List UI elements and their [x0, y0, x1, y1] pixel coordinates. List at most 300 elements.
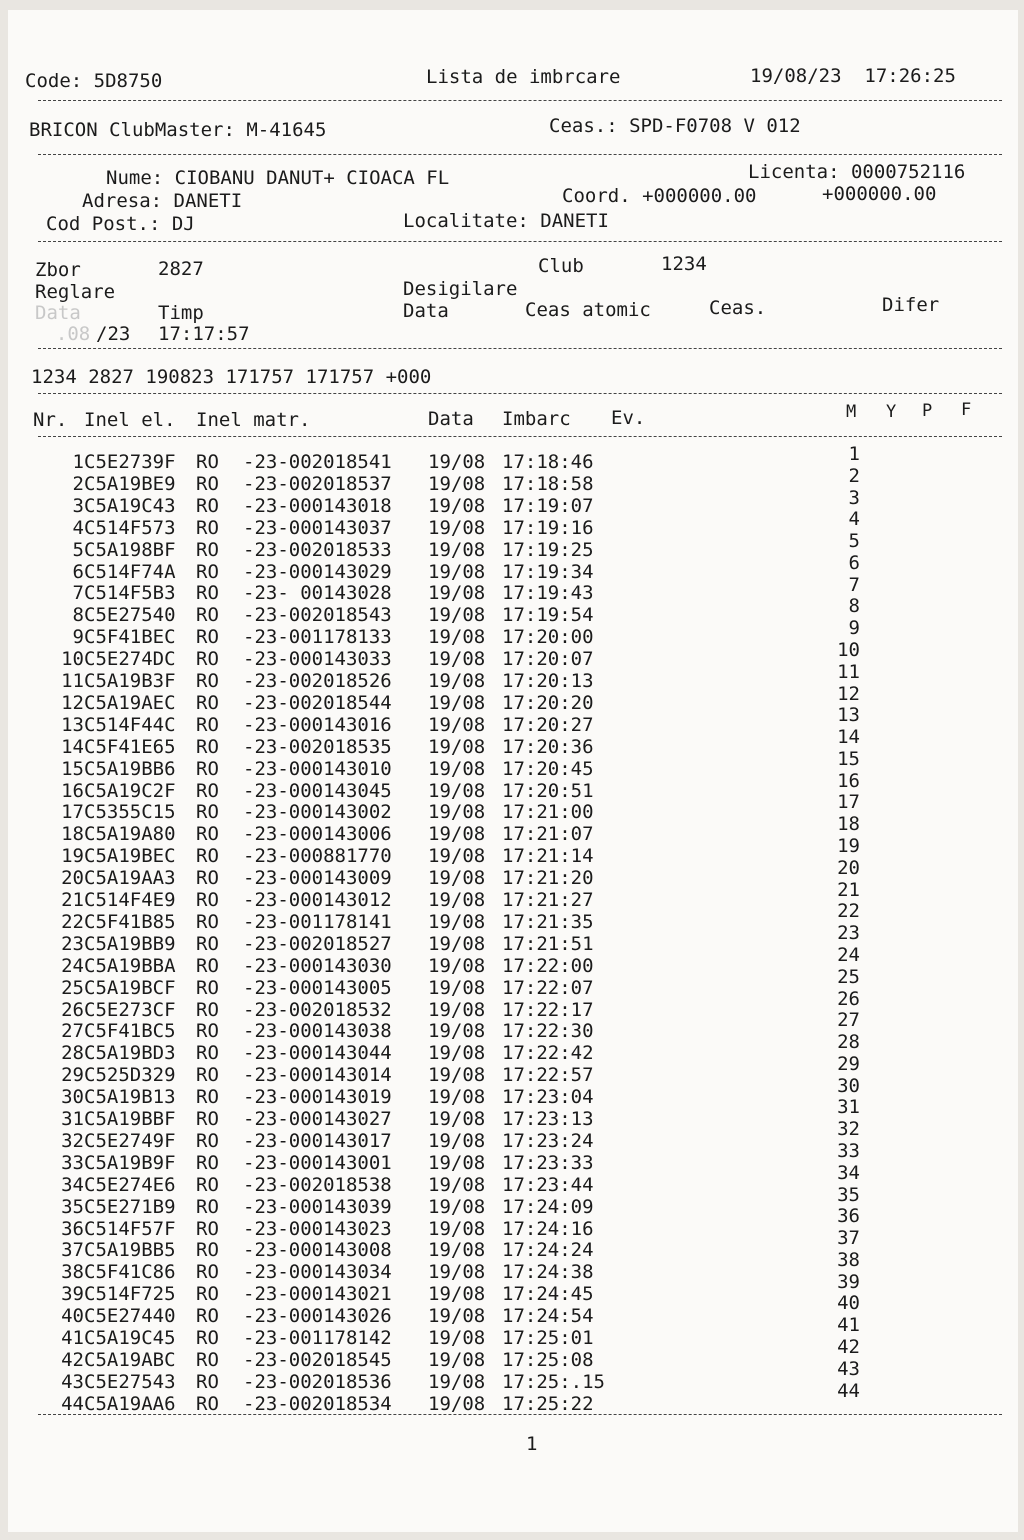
boarding-time: 17:21:07 — [502, 823, 594, 846]
row-number: 1 — [72, 451, 84, 473]
boarding-time: 17:20:13 — [502, 670, 594, 692]
boarding-time: 17:23:04 — [502, 1086, 594, 1109]
separator — [38, 436, 1002, 437]
ring-number: -23-000143023 — [243, 1217, 392, 1240]
boarding-date: 19/08 — [428, 976, 486, 999]
male-count: 1 — [848, 443, 860, 465]
boarding-date: 19/08 — [428, 1305, 486, 1328]
electronic-ring: C5A19BBF — [84, 1108, 176, 1130]
country-code: RO — [196, 494, 219, 517]
table-row — [8, 464, 1018, 495]
electronic-ring: C5A19AA6 — [84, 1392, 176, 1415]
electronic-ring: C514F44C — [84, 713, 176, 736]
row-number: 13 — [61, 713, 84, 736]
country-code: RO — [196, 1261, 219, 1284]
electronic-ring: C5E27440 — [84, 1305, 176, 1328]
electronic-ring: C525D329 — [84, 1064, 176, 1087]
boarding-time: 17:22:07 — [502, 976, 594, 999]
ring-number: -23-000143017 — [243, 1129, 392, 1152]
electronic-ring: C5A19BD3 — [84, 1042, 176, 1065]
row-number: 27 — [61, 1020, 84, 1043]
boarding-date: 19/08 — [428, 1042, 486, 1065]
boarding-date: 19/08 — [428, 889, 486, 911]
row-number: 40 — [61, 1305, 84, 1328]
row-number: 43 — [61, 1370, 84, 1393]
boarding-date: 19/08 — [428, 1195, 486, 1218]
boarding-time: 17:23:24 — [502, 1129, 594, 1152]
table-row — [8, 922, 1018, 955]
ring-number: -23-000143018 — [243, 494, 392, 517]
boarding-time: 17:20:07 — [502, 648, 594, 671]
boarding-date: 19/08 — [428, 1239, 486, 1262]
ring-number: -23-001178142 — [243, 1327, 392, 1349]
electronic-ring: C514F57F — [84, 1217, 176, 1240]
male-count: 19 — [837, 835, 860, 858]
row-number: 12 — [61, 691, 84, 714]
row-number: 2 — [72, 472, 84, 495]
ring-number: -23-002018543 — [243, 604, 392, 627]
ring-number: -23-002018527 — [243, 932, 392, 955]
table-row — [8, 726, 1018, 758]
boarding-time: 17:21:27 — [502, 889, 594, 911]
male-count: 37 — [837, 1227, 860, 1250]
country-code: RO — [196, 954, 219, 977]
male-count: 8 — [848, 595, 860, 618]
boarding-time: 17:22:57 — [502, 1064, 594, 1087]
ring-number: -23-000143014 — [243, 1064, 392, 1087]
column-header-electronic-ring: Inel el. — [84, 409, 176, 431]
electronic-ring: C5A198BF — [84, 538, 176, 561]
flight-number: 2827 — [158, 258, 204, 280]
boarding-date: 19/08 — [428, 1283, 486, 1306]
clubmaster-id: BRICON ClubMaster: M-41645 — [29, 119, 327, 141]
table-row — [8, 443, 1018, 473]
column-header-y: Y — [886, 402, 897, 422]
electronic-ring: C5F41B85 — [84, 910, 176, 933]
electronic-ring: C5E273CF — [84, 998, 176, 1021]
male-count: 42 — [837, 1335, 860, 1358]
electronic-ring: C5A19BBA — [84, 954, 176, 977]
boarding-date: 19/08 — [428, 713, 486, 736]
row-number: 10 — [61, 648, 84, 671]
table-row — [8, 530, 1018, 561]
row-number: 25 — [61, 976, 84, 999]
country-code: RO — [196, 757, 219, 780]
country-code: RO — [196, 1042, 219, 1065]
male-count: 16 — [837, 769, 860, 792]
country-code: RO — [196, 1370, 219, 1393]
country-code: RO — [196, 1392, 219, 1415]
boarding-date: 19/08 — [428, 1020, 486, 1043]
boarding-date: 19/08 — [428, 494, 486, 517]
boarding-time: 17:22:00 — [502, 954, 594, 977]
page-number: 1 — [526, 1433, 538, 1455]
country-code: RO — [196, 976, 219, 999]
ring-number: -23-002018537 — [243, 472, 392, 495]
male-count: 24 — [837, 943, 860, 966]
boarding-date: 19/08 — [428, 1086, 486, 1109]
boarding-time: 17:21:14 — [502, 845, 594, 868]
table-row — [8, 639, 1018, 671]
male-count: 38 — [837, 1248, 860, 1271]
setting-date-label: Data — [35, 302, 81, 324]
boarding-time: 17:24:16 — [502, 1217, 594, 1240]
male-count: 5 — [848, 530, 860, 553]
ring-number: -23-002018541 — [243, 451, 392, 473]
electronic-ring: C5355C15 — [84, 801, 176, 824]
row-number: 19 — [61, 845, 84, 868]
boarding-date: 19/08 — [428, 801, 486, 824]
country-code: RO — [196, 451, 219, 473]
setting-time: 17:17:57 — [158, 323, 250, 345]
country-code: RO — [196, 823, 219, 846]
ring-number: -23-000143029 — [243, 560, 392, 583]
boarding-date: 19/08 — [428, 604, 486, 627]
electronic-ring: C5A19BE9 — [84, 472, 176, 495]
owner-address: Adresa: DANETI — [82, 190, 243, 212]
country-code: RO — [196, 1195, 219, 1218]
row-number: 16 — [61, 779, 84, 802]
boarding-time: 17:25:22 — [502, 1392, 594, 1415]
electronic-ring: C5A19BB9 — [84, 932, 176, 955]
male-count: 20 — [837, 856, 860, 879]
row-number: 22 — [61, 910, 84, 933]
male-count: 18 — [837, 813, 860, 836]
ring-number: -23-001178133 — [243, 626, 392, 649]
boarding-time: 17:22:30 — [502, 1020, 594, 1043]
country-code: RO — [196, 1151, 219, 1174]
male-count: 35 — [837, 1183, 860, 1206]
boarding-date: 19/08 — [428, 1173, 486, 1196]
country-code: RO — [196, 1064, 219, 1087]
boarding-time: 17:19:54 — [502, 604, 594, 627]
row-number: 28 — [61, 1042, 84, 1065]
electronic-ring: C514F573 — [84, 516, 176, 539]
male-count: 17 — [837, 791, 860, 814]
male-count: 13 — [837, 704, 860, 727]
boarding-date: 19/08 — [428, 998, 486, 1021]
row-number: 30 — [61, 1086, 84, 1109]
country-code: RO — [196, 648, 219, 671]
electronic-ring: C514F5B3 — [84, 582, 176, 605]
country-code: RO — [196, 472, 219, 495]
boarding-date: 19/08 — [428, 1261, 486, 1284]
country-code: RO — [196, 1173, 219, 1196]
ring-number: -23-000143026 — [243, 1305, 392, 1328]
boarding-time: 17:25:08 — [502, 1348, 594, 1371]
ring-number: -23-000143045 — [243, 779, 392, 802]
country-code: RO — [196, 1129, 219, 1152]
country-code: RO — [196, 910, 219, 933]
country-code: RO — [196, 538, 219, 561]
row-number: 36 — [61, 1217, 84, 1240]
table-row — [8, 508, 1018, 539]
boarding-time: 17:24:24 — [502, 1239, 594, 1262]
boarding-time: 17:25:01 — [502, 1327, 594, 1349]
boarding-date: 19/08 — [428, 1217, 486, 1240]
boarding-time: 17:21:00 — [502, 801, 594, 824]
electronic-ring: C5E2739F — [84, 451, 176, 473]
table-row — [8, 617, 1018, 649]
electronic-ring: C5E2749F — [84, 1129, 176, 1152]
boarding-date: 19/08 — [428, 582, 486, 605]
electronic-ring: C514F4E9 — [84, 889, 176, 911]
column-header-f: F — [961, 400, 972, 420]
country-code: RO — [196, 1305, 219, 1328]
ring-number: -23-002018536 — [243, 1370, 392, 1393]
boarding-date: 19/08 — [428, 538, 486, 561]
male-count: 3 — [848, 486, 860, 509]
male-count: 23 — [837, 922, 860, 945]
row-number: 14 — [61, 735, 84, 758]
country-code: RO — [196, 626, 219, 649]
boarding-date: 19/08 — [428, 1108, 486, 1130]
boarding-date: 19/08 — [428, 472, 486, 495]
boarding-time: 17:19:07 — [502, 494, 594, 517]
separator — [38, 348, 1002, 349]
separator — [38, 241, 1002, 242]
row-number: 41 — [61, 1327, 84, 1349]
flight-label: Zbor — [35, 259, 81, 281]
row-number: 32 — [61, 1129, 84, 1152]
ring-number: -23-000143010 — [243, 757, 392, 780]
boarding-date: 19/08 — [428, 670, 486, 692]
country-code: RO — [196, 1217, 219, 1240]
country-code: RO — [196, 867, 219, 890]
boarding-date: 19/08 — [428, 1064, 486, 1087]
male-count: 9 — [848, 617, 860, 640]
row-number: 29 — [61, 1064, 84, 1087]
electronic-ring: C5E274E6 — [84, 1173, 176, 1196]
column-header-ring-number: Inel matr. — [196, 409, 311, 431]
boarding-date: 19/08 — [428, 1151, 486, 1174]
club-number: 1234 — [661, 253, 707, 275]
male-count: 34 — [837, 1161, 860, 1184]
country-code: RO — [196, 845, 219, 868]
male-count: 32 — [837, 1118, 860, 1141]
setting-date-faded: .08 — [33, 323, 91, 345]
electronic-ring: C5A19B9F — [84, 1151, 176, 1174]
row-number: 9 — [72, 626, 84, 649]
boarding-time: 17:19:16 — [502, 516, 594, 539]
ring-number: -23-000143012 — [243, 889, 392, 911]
difference-label: Difer — [882, 294, 940, 316]
table-row — [8, 682, 1018, 714]
male-count: 44 — [837, 1379, 860, 1402]
code-text: Code: 5D8750 — [25, 70, 163, 92]
ring-number: -23-000143021 — [243, 1283, 392, 1306]
male-count: 36 — [837, 1205, 860, 1228]
column-header-date: Data — [428, 408, 474, 430]
country-code: RO — [196, 691, 219, 714]
male-count: 26 — [837, 987, 860, 1010]
ring-number: -23-000143044 — [243, 1042, 392, 1065]
boarding-time: 17:24:45 — [502, 1283, 594, 1306]
male-count: 27 — [837, 1009, 860, 1032]
electronic-ring: C5A19BB5 — [84, 1239, 176, 1262]
row-number: 4 — [72, 516, 84, 539]
country-code: RO — [196, 560, 219, 583]
boarding-time: 17:22:42 — [502, 1042, 594, 1065]
electronic-ring: C5A19ABC — [84, 1348, 176, 1371]
clock-id: Ceas.: SPD-F0708 V 012 — [549, 115, 801, 137]
boarding-time: 17:19:43 — [502, 582, 594, 605]
male-count: 2 — [848, 464, 860, 487]
country-code: RO — [196, 713, 219, 736]
electronic-ring: C5A19C2F — [84, 779, 176, 802]
postal-code: Cod Post.: DJ — [46, 213, 195, 235]
row-number: 20 — [61, 867, 84, 890]
electronic-ring: C5E274DC — [84, 648, 176, 671]
ring-number: -23-000143033 — [243, 648, 392, 671]
boarding-date: 19/08 — [428, 451, 486, 473]
ring-number: -23-002018534 — [243, 1392, 392, 1415]
ring-number: -23-000143034 — [243, 1261, 392, 1284]
setting-date: /23 — [96, 323, 131, 345]
electronic-ring: C5A19C43 — [84, 494, 176, 517]
electronic-ring: C5E271B9 — [84, 1195, 176, 1218]
boarding-date: 19/08 — [428, 735, 486, 758]
country-code: RO — [196, 516, 219, 539]
boarding-date: 19/08 — [428, 932, 486, 955]
country-code: RO — [196, 670, 219, 692]
boarding-date: 19/08 — [428, 691, 486, 714]
country-code: RO — [196, 604, 219, 627]
table-row — [8, 660, 1018, 692]
boarding-date: 19/08 — [428, 648, 486, 671]
boarding-time: 17:22:17 — [502, 998, 594, 1021]
electronic-ring: C5E27543 — [84, 1370, 176, 1393]
row-number: 42 — [61, 1348, 84, 1371]
separator — [38, 154, 1002, 155]
table-row — [8, 747, 1018, 780]
unsealing-label: Desigilare — [403, 278, 518, 300]
row-number: 24 — [61, 954, 84, 977]
male-count: 14 — [837, 726, 860, 749]
boarding-time: 17:20:45 — [502, 757, 594, 780]
row-number: 17 — [61, 801, 84, 824]
boarding-time: 17:20:27 — [502, 713, 594, 736]
ring-number: -23-000143005 — [243, 976, 392, 999]
boarding-time: 17:24:38 — [502, 1261, 594, 1284]
male-count: 7 — [848, 573, 860, 596]
electronic-ring: C5A19BEC — [84, 845, 176, 868]
row-number: 35 — [61, 1195, 84, 1218]
boarding-date: 19/08 — [428, 1348, 486, 1371]
boarding-date: 19/08 — [428, 1392, 486, 1415]
table-row — [8, 791, 1018, 824]
country-code: RO — [196, 932, 219, 955]
locality: Localitate: DANETI — [403, 210, 609, 232]
male-count: 31 — [837, 1096, 860, 1119]
separator — [38, 393, 1002, 394]
ring-number: -23-000143002 — [243, 801, 392, 824]
male-count: 33 — [837, 1139, 860, 1162]
ring-number: -23-000143039 — [243, 1195, 392, 1218]
print-datetime: 19/08/23 17:26:25 — [750, 65, 956, 87]
boarding-date: 19/08 — [428, 626, 486, 649]
ring-number: -23-000143027 — [243, 1108, 392, 1130]
boarding-date: 19/08 — [428, 954, 486, 977]
boarding-date: 19/08 — [428, 757, 486, 780]
club-label: Club — [538, 255, 584, 277]
boarding-date: 19/08 — [428, 1370, 486, 1393]
ring-number: -23-000143008 — [243, 1239, 392, 1262]
boarding-date: 19/08 — [428, 1327, 486, 1349]
document-title: Lista de imbrcare — [426, 66, 621, 88]
male-count: 43 — [837, 1357, 860, 1380]
row-number: 44 — [61, 1392, 84, 1415]
electronic-ring: C5A19BCF — [84, 976, 176, 999]
electronic-ring: C514F725 — [84, 1283, 176, 1306]
row-number: 38 — [61, 1261, 84, 1284]
ring-number: -23-002018532 — [243, 998, 392, 1021]
boarding-date: 19/08 — [428, 1129, 486, 1152]
boarding-date: 19/08 — [428, 867, 486, 890]
row-number: 18 — [61, 823, 84, 846]
country-code: RO — [196, 1108, 219, 1130]
ring-number: -23-002018538 — [243, 1173, 392, 1196]
country-code: RO — [196, 1086, 219, 1109]
ring-number: -23-000143030 — [243, 954, 392, 977]
boarding-time: 17:24:54 — [502, 1305, 594, 1328]
male-count: 25 — [837, 965, 860, 988]
table-row — [8, 813, 1018, 846]
electronic-ring: C5F41E65 — [84, 735, 176, 758]
table-row — [8, 595, 1018, 627]
ring-number: -23-002018535 — [243, 735, 392, 758]
boarding-time: 17:19:34 — [502, 560, 594, 583]
boarding-time: 17:21:51 — [502, 932, 594, 955]
ring-number: -23-000143038 — [243, 1020, 392, 1043]
boarding-time: 17:25:.15 — [502, 1370, 605, 1393]
ring-number: -23-002018545 — [243, 1348, 392, 1371]
electronic-ring: C5F41BC5 — [84, 1020, 176, 1043]
country-code: RO — [196, 735, 219, 758]
column-header-nr: Nr. — [33, 409, 68, 431]
boarding-time: 17:20:51 — [502, 779, 594, 802]
ring-number: -23-000881770 — [243, 845, 392, 868]
boarding-date: 19/08 — [428, 910, 486, 933]
license-number: Licenta: 0000752116 — [748, 161, 966, 183]
male-count: 10 — [837, 639, 860, 662]
male-count: 40 — [837, 1292, 860, 1315]
row-number: 31 — [61, 1108, 84, 1130]
electronic-ring: C5A19C45 — [84, 1327, 176, 1349]
country-code: RO — [196, 889, 219, 911]
electronic-ring: C514F74A — [84, 560, 176, 583]
electronic-ring: C5A19AA3 — [84, 867, 176, 890]
ring-number: -23-002018526 — [243, 670, 392, 692]
male-count: 22 — [837, 900, 860, 923]
column-header-boarding: Imbarc — [502, 408, 571, 430]
row-number: 6 — [72, 560, 84, 583]
row-number: 11 — [61, 670, 84, 692]
ring-number: -23-001178141 — [243, 910, 392, 933]
male-count: 41 — [837, 1314, 860, 1337]
electronic-ring: C5A19B3F — [84, 670, 176, 692]
boarding-time: 17:18:58 — [502, 472, 594, 495]
boarding-date: 19/08 — [428, 823, 486, 846]
boarding-time: 17:20:00 — [502, 626, 594, 649]
table-row — [8, 573, 1018, 605]
coordinates-second: +000000.00 — [822, 183, 937, 205]
country-code: RO — [196, 1283, 219, 1306]
country-code: RO — [196, 779, 219, 802]
setting-time-label: Timp — [158, 302, 204, 324]
ring-number: -23-000143037 — [243, 516, 392, 539]
boarding-time: 17:20:20 — [502, 691, 594, 714]
